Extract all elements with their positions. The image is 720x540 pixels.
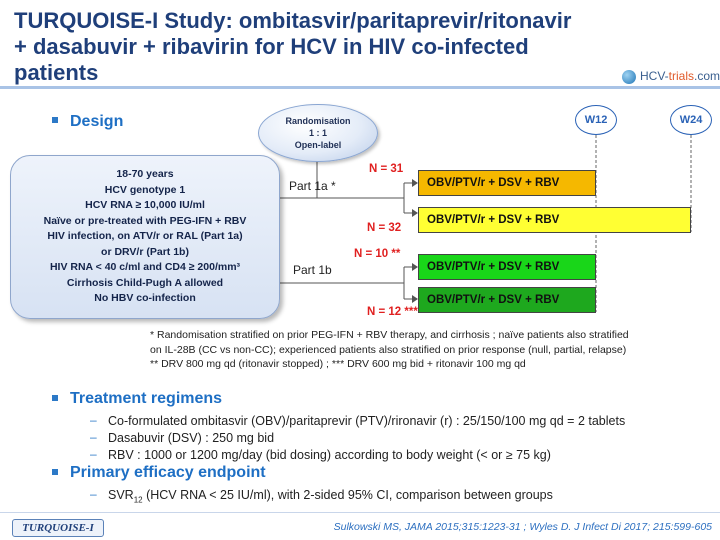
title-line-2: + dasabuvir + ribavirin for HCV in HIV co-infected patients xyxy=(14,34,529,85)
footnote-line-1: * Randomisation stratified on prior PEG-IFN + RBV therapy, and cirrhosis ; naïve patients also stratified xyxy=(150,329,629,341)
dash-icon: – xyxy=(90,447,97,461)
footnote-line-3: ** DRV 800 mg qd (ritonavir stopped) ; *** DRV 600 mg bid + ritonavir 100 mg qd xyxy=(150,358,526,370)
arm-3-label: OBV/PTV/r + DSV + RBV xyxy=(427,261,560,273)
week-24-marker: W24 xyxy=(670,105,712,135)
part-1a-label: Part 1a * xyxy=(289,179,336,193)
logo-accent: trials xyxy=(668,69,695,83)
arm-2-bar xyxy=(418,207,691,233)
arm-1-label: OBV/PTV/r + DSV + RBV xyxy=(427,177,560,189)
week-12-marker: W12 xyxy=(575,105,617,135)
endpoint-heading: Primary efficacy endpoint xyxy=(70,464,266,481)
design-heading: Design xyxy=(70,113,124,130)
criterion-hcv-rna: HCV RNA ≥ 10,000 IU/ml xyxy=(85,199,205,212)
svr-subscript: 12 xyxy=(133,495,143,505)
endpoint-item xyxy=(108,488,553,505)
footnote-line-2: on IL-28B (CC vs non-CC); experienced patients also stratified on prior response (null, partial, relapse) xyxy=(150,343,627,356)
criterion-hiv-rna-cd4: HIV RNA < 40 c/ml and CD4 ≥ 200/mm³ xyxy=(49,261,241,274)
arm-1-n: N = 31 xyxy=(369,163,404,175)
dash-icon: – xyxy=(90,413,97,427)
arm-2-n: N = 32 xyxy=(367,222,402,234)
randomisation-type: Open-label xyxy=(294,140,342,150)
treatment-item-2: Dasabuvir (DSV) : 250 mg bid xyxy=(108,431,275,445)
criterion-hbv: No HBV co-infection xyxy=(94,292,196,305)
arm-3-n: N = 10 ** xyxy=(354,248,401,260)
dash-icon: – xyxy=(90,487,97,501)
arm-1-bar xyxy=(418,170,596,196)
study-badge: TURQUOISE-I xyxy=(12,519,104,537)
arm-4-label: OBV/PTV/r + DSV + RBV xyxy=(427,294,560,306)
footer-divider xyxy=(0,512,720,513)
svr-definition: (HCV RNA < 25 IU/ml), with 2-sided 95% CI, comparison between groups xyxy=(142,488,553,502)
criterion-hiv-part1a: HIV infection, on ATV/r or RAL (Part 1a) xyxy=(47,230,243,243)
svr-label: SVR xyxy=(108,488,134,502)
inclusion-criteria-box xyxy=(10,155,280,319)
logo-suffix: .com xyxy=(694,69,720,83)
title-line-1: TURQUOISE-I Study: ombitasvir/paritaprevir/ritonavir xyxy=(14,8,572,33)
randomisation-oval xyxy=(258,104,378,162)
arm-4-bar xyxy=(418,287,596,313)
treatment-heading: Treatment regimens xyxy=(70,390,223,407)
part-1b-label: Part 1b xyxy=(293,263,332,277)
criterion-age: 18-70 years xyxy=(116,168,174,181)
logo-prefix: HCV- xyxy=(640,69,669,83)
design-footnote xyxy=(150,328,716,372)
treatment-item-1: Co-formulated ombitasvir (OBV)/paritaprevir (PTV)/rironavir (r) : 25/150/100 mg qd = 2 tablets xyxy=(108,414,626,428)
criterion-hiv-part1b: or DRV/r (Part 1b) xyxy=(101,245,189,258)
arm-2-label: OBV/PTV/r + DSV + RBV xyxy=(427,214,560,226)
bullet-icon xyxy=(52,469,58,475)
dash-icon: – xyxy=(90,430,97,444)
arm-4-n: N = 12 *** xyxy=(367,306,418,318)
randomisation-ratio: 1 : 1 xyxy=(308,128,327,138)
reference-citation: Sulkowski MS, JAMA 2015;315:1223-31 ; Wyles D. J Infect Di 2017; 215:599-605 xyxy=(333,521,712,533)
bullet-icon xyxy=(52,395,58,401)
treatment-item-3: RBV : 1000 or 1200 mg/day (bid dosing) according to body weight (< or ≥ 75 kg) xyxy=(108,448,551,462)
criterion-cirrhosis: Cirrhosis Child-Pugh A allowed xyxy=(66,276,224,289)
criterion-genotype: HCV genotype 1 xyxy=(104,183,186,196)
criterion-treatment-history: Naïve or pre-treated with PEG-IFN + RBV xyxy=(43,214,247,227)
randomisation-label: Randomisation xyxy=(285,116,351,126)
arm-3-bar xyxy=(418,254,596,280)
